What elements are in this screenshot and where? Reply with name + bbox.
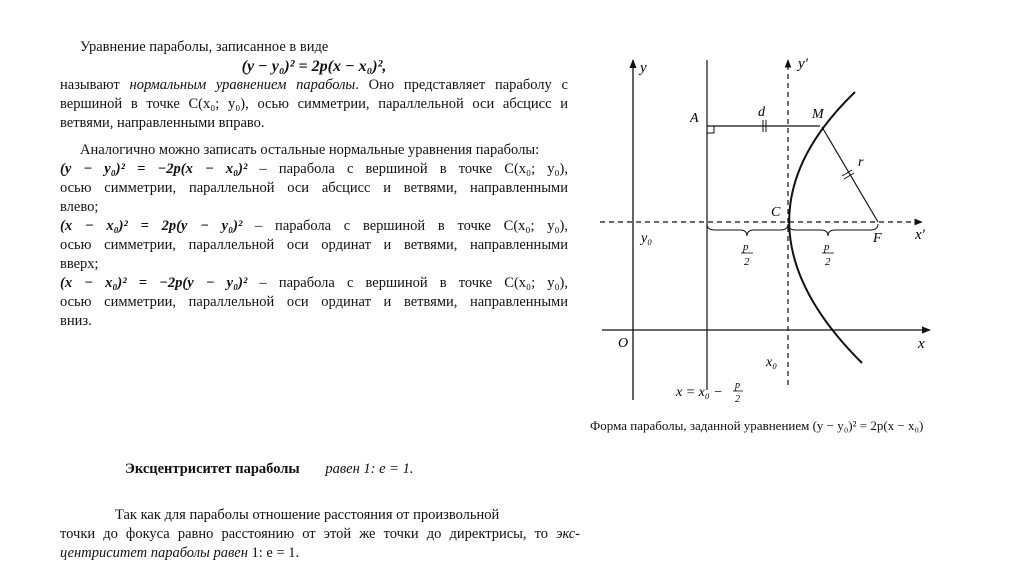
intro-line-3-post: . Оно представляет параболу с	[355, 77, 568, 93]
label-2-right: 2	[825, 256, 831, 268]
equation-item-down-line-1	[60, 274, 568, 293]
equation-left: (y − y₀)² = −2p(x − x₀)²	[60, 161, 248, 177]
other-equations-block	[60, 141, 568, 331]
label-p-right: p	[824, 241, 830, 253]
equation-down: (x − x₀)² = −2p(y − y₀)²	[60, 275, 248, 291]
equation-item-up-line-1	[60, 217, 568, 236]
equation-up-line-3: вверх;	[60, 256, 99, 272]
intro-line-5: ветвями, направленными вправо.	[60, 115, 265, 131]
explanation-line-1: Так как для параболы отношение расстояния от произвольной	[115, 507, 500, 523]
label-y: y	[640, 60, 647, 76]
right-angle-mark	[707, 126, 714, 133]
equation-left-line-3: влево;	[60, 199, 99, 215]
label-a: A	[690, 111, 699, 126]
equation-item-left	[60, 160, 568, 217]
explanation-line-2-pre: точки до фокуса равно расстоянию от этой же точки до директрисы, то	[60, 526, 557, 542]
label-m: M	[812, 107, 824, 122]
brace-right	[788, 224, 878, 236]
equation-down-rest: – парабола с вершиной в точке C(x₀; y₀),	[247, 275, 568, 291]
intro-line-4: вершиной в точке C(x₀; y₀), осью симметрии, параллельной оси абсцисс и	[60, 96, 568, 112]
parabola-figure	[590, 50, 1020, 410]
label-d: d	[758, 105, 765, 120]
other-heading: Аналогично можно записать остальные нормальные уравнения параболы:	[80, 142, 540, 158]
equation-left-rest: – парабола с вершиной в точке C(x₀; y₀),	[247, 161, 568, 177]
equation-item-down	[60, 274, 568, 331]
label-x: x	[918, 336, 925, 352]
label-f: F	[873, 231, 882, 246]
equation-item-up	[60, 217, 568, 274]
explanation-line-2	[60, 525, 580, 544]
brace-left	[707, 224, 788, 236]
label-x-prime: x′	[915, 227, 925, 243]
figure-caption: Форма параболы, заданной уравнением (y − y₀)² = 2p(x − x₀)	[590, 418, 924, 433]
explanation-line-2-em: экс-	[556, 526, 580, 542]
equation-item-left-line-1	[60, 160, 568, 179]
equation-up: (x − x₀)² = 2p(y − y₀)²	[60, 218, 243, 234]
equation-up-line-2: осью симметрии, параллельной оси ординат и ветвями, направленными	[60, 237, 568, 253]
directrix-2: 2	[735, 394, 740, 405]
equation-up-rest: – парабола с вершиной в точке C(x₀; y₀),	[242, 218, 568, 234]
label-r: r	[858, 155, 864, 170]
intro-block	[60, 38, 568, 133]
eccentricity-title: Эксцентриситет параболы	[125, 461, 300, 477]
equation-down-line-2: осью симметрии, параллельной оси ординат и ветвями, направленными	[60, 294, 568, 310]
label-x0: x₀	[766, 355, 778, 370]
equation-down-line-3: вниз.	[60, 313, 92, 329]
intro-line-3	[60, 76, 568, 95]
directrix-equation: x = x₀ −	[676, 385, 723, 400]
equation-left-line-2: осью симметрии, параллельной оси абсцисс и ветвями, направленными	[60, 180, 568, 196]
label-2-left: 2	[744, 256, 750, 268]
label-y0: y₀	[641, 231, 653, 246]
eccentricity-row	[125, 461, 585, 478]
explanation-line-3-post: 1: e = 1.	[247, 545, 300, 561]
directrix-p: p	[735, 380, 740, 391]
explanation-block	[60, 506, 580, 563]
intro-line-1: Уравнение параболы, записанное в виде	[80, 39, 329, 55]
intro-equation: (y − y₀)² = 2p(x − x₀)²,	[241, 58, 387, 75]
label-y-prime: y′	[798, 56, 808, 72]
intro-line-3-pre: называют	[60, 77, 130, 93]
segment-m-f	[822, 127, 878, 222]
eccentricity-value: равен 1: e = 1.	[325, 461, 414, 477]
label-p-left: p	[743, 241, 749, 253]
explanation-line-3-em: центриситет параболы равен	[60, 545, 248, 561]
intro-term: нормальным уравнением параболы	[129, 77, 356, 93]
label-o: O	[618, 336, 629, 351]
label-c: C	[771, 205, 781, 220]
explanation-line-3	[60, 544, 580, 563]
